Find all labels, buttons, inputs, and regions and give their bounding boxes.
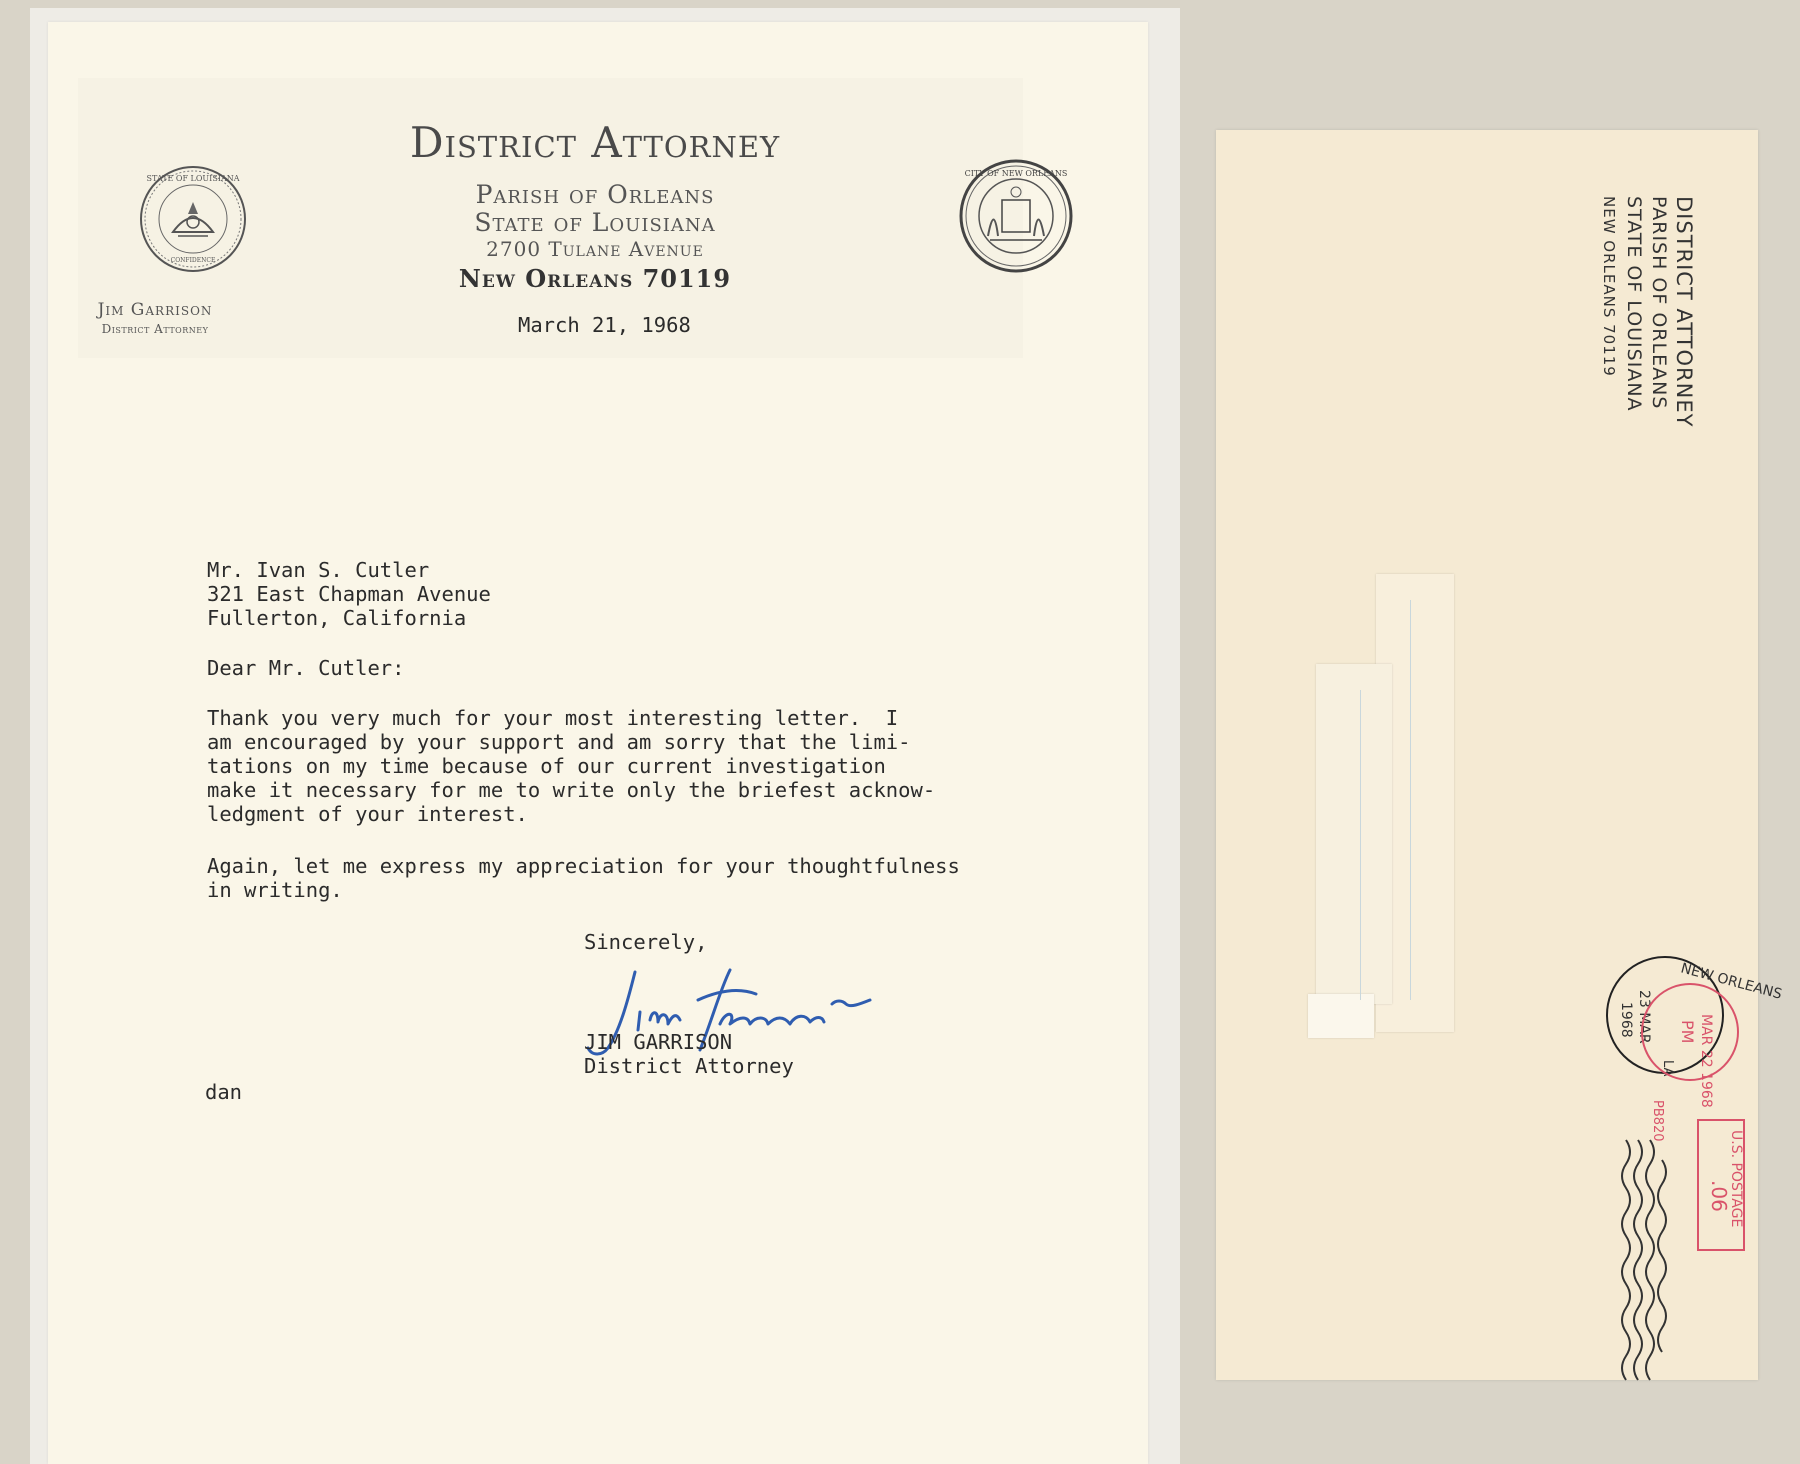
body-line: Again, let me express my appreciation for your thoughtfulness xyxy=(207,854,960,878)
body-line: in writing. xyxy=(207,878,343,902)
postmark-state: LA xyxy=(1660,1060,1675,1077)
svg-text:CONFIDENCE: CONFIDENCE xyxy=(170,257,216,264)
strip-crease xyxy=(1410,600,1411,1000)
letterhead-state: State of Louisiana xyxy=(474,208,716,237)
postmark-year: 1968 xyxy=(1618,1002,1634,1038)
postmark-date: 23 MAR xyxy=(1636,990,1652,1044)
recipient-street: 321 East Chapman Avenue xyxy=(207,582,491,606)
postmark-city: NEW ORLEANS xyxy=(1678,960,1784,1003)
closing: Sincerely, xyxy=(584,930,708,954)
meter-date: MAR 22 1968 xyxy=(1698,1014,1714,1108)
letterhead-parish: Parish of Orleans xyxy=(475,180,715,209)
salutation: Dear Mr. Cutler: xyxy=(207,656,405,680)
recipient-city: Fullerton, California xyxy=(207,606,467,630)
letterhead-title: District Attorney xyxy=(409,118,781,167)
svg-text:STATE OF LOUISIANA: STATE OF LOUISIANA xyxy=(146,174,240,183)
city-of-new-orleans-seal xyxy=(958,158,1074,274)
signer-name: JIM GARRISON xyxy=(584,1030,733,1054)
typist-initials: dan xyxy=(205,1080,243,1104)
letterhead-street: 2700 Tulane Avenue xyxy=(486,237,704,261)
signer-title: District Attorney xyxy=(584,1054,794,1078)
body-line: Thank you very much for your most interesting letter. I xyxy=(207,706,899,730)
meter-period: PM xyxy=(1678,1020,1697,1044)
body-line: make it necessary for me to write only the briefest acknow- xyxy=(207,778,936,802)
body-line: tations on my time because of our current investigation xyxy=(207,754,886,778)
meter-postage-label: U.S. POSTAGE xyxy=(1728,1130,1744,1228)
meter-number: PB820 xyxy=(1650,1100,1665,1142)
envelope-return-address xyxy=(1596,196,1696,427)
svg-text:CITY OF NEW ORLEANS: CITY OF NEW ORLEANS xyxy=(964,169,1068,178)
strip-crease xyxy=(1360,690,1361,1000)
body-line: am encouraged by your support and am sorry that the limi- xyxy=(207,730,911,754)
letterhead-official-name: Jim Garrison xyxy=(97,300,213,320)
letter-date: March 21, 1968 xyxy=(518,313,691,337)
body-line: ledgment of your interest. xyxy=(207,802,528,826)
return-line: STATE OF LOUISIANA xyxy=(1623,196,1645,412)
paper-strip xyxy=(1308,994,1374,1038)
letterhead-official-title: District Attorney xyxy=(101,322,209,336)
paper-strip xyxy=(1316,664,1392,1004)
state-of-louisiana-seal xyxy=(138,164,248,274)
return-line: DISTRICT ATTORNEY xyxy=(1672,196,1696,428)
return-line: PARISH OF ORLEANS xyxy=(1648,196,1670,410)
recipient-name: Mr. Ivan S. Cutler xyxy=(207,558,430,582)
letterhead-city: New Orleans 70119 xyxy=(458,264,732,293)
return-line: NEW ORLEANS 70119 xyxy=(1600,196,1618,377)
meter-amount: .06 xyxy=(1707,1180,1731,1212)
cancellation-lines xyxy=(1620,1140,1680,1384)
